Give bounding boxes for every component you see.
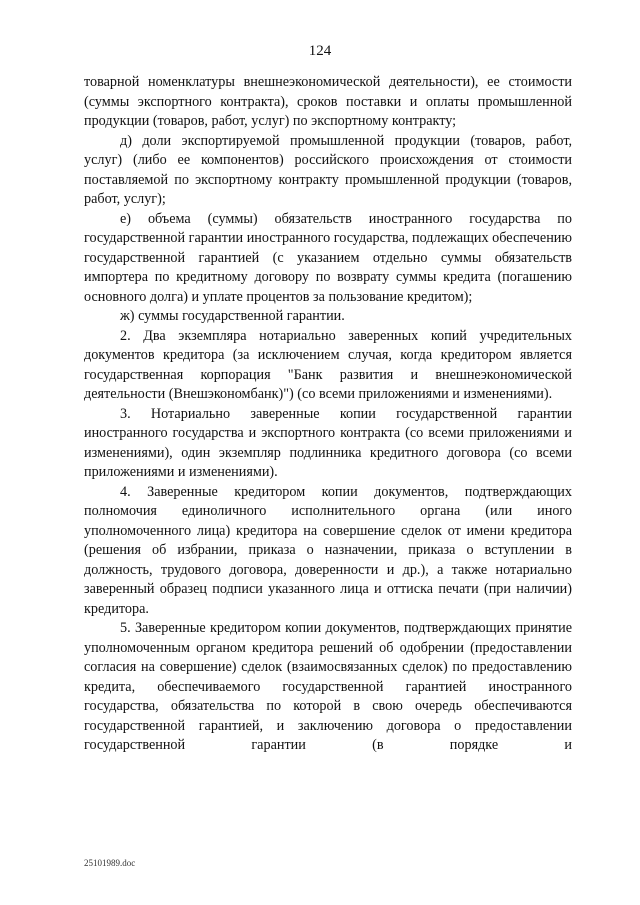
- page-number: 124: [308, 43, 332, 59]
- paragraph-continuation: товарной номенклатуры внешнеэкономической деятельности), ее стоимости (суммы экспортного контракта), сроков поставки и оплаты промышленной продукции (товаров, работ, услуг) по экспортному контракту;: [84, 74, 572, 129]
- paragraph-item-e: е) объема (суммы) обязательств иностранного государства по государственной гарантии иностранного государства, подлежащих обеспечению государственной гарантией (с указанием отдельно суммы обязательств импортера по кредитному договору по возврату суммы кредита (погашению основного долга) и уплате процентов за пользование кредитом);: [84, 210, 572, 305]
- footer-file-code: 25101989.doc: [84, 858, 136, 868]
- paragraph-item-d: д) доли экспортируемой промышленной продукции (товаров, работ, услуг) (либо ее компонентов) российского происхождения от стоимости поставляемой по экспортному контракту промышленной продукции (товаров, работ, услуг);: [84, 132, 572, 207]
- paragraph-3: 3. Нотариально заверенные копии государственной гарантии иностранного государства и экспортного контракта (со всеми приложениями и изменениями), один экземпляр подлинника кредитного договора (со всеми приложениями и изменениями).: [84, 405, 572, 480]
- paragraph-2: 2. Два экземпляра нотариально заверенных копий учредительных документов кредитора (за исключением случая, когда кредитором является государственная корпорация "Банк развития и внешнеэкономической деятельности (Внешэкономбанк)") (со всеми приложениями и изменениями).: [84, 327, 572, 402]
- paragraph-item-zh: ж) суммы государственной гарантии.: [120, 308, 345, 324]
- paragraph-5: 5. Заверенные кредитором копии документов, подтверждающих принятие уполномоченным органом кредитора решений об одобрении (предоставлении согласия на совершение) сделок (взаимосвязанных сделок) по предоставлению кредита, обеспечиваемого государственной гарантией иностранного государства, обязательства по которой в свою очередь обеспечиваются государственной гарантией, и заключению договора о предоставлении государственной гарантии (в порядке и: [84, 620, 572, 753]
- document-body: [84, 73, 572, 756]
- paragraph-4: 4. Заверенные кредитором копии документов, подтверждающих полномочия единоличного исполнительного органа (или иного уполномоченного лица) кредитора на совершение сделок от имени кредитора (решения об избрании, приказа о назначении, приказа о вступлении в должность, трудового договора, доверенности и др.), а также нотариально заверенный образец подписи указанного лица и оттиска печати (при наличии) кредитора.: [84, 483, 572, 617]
